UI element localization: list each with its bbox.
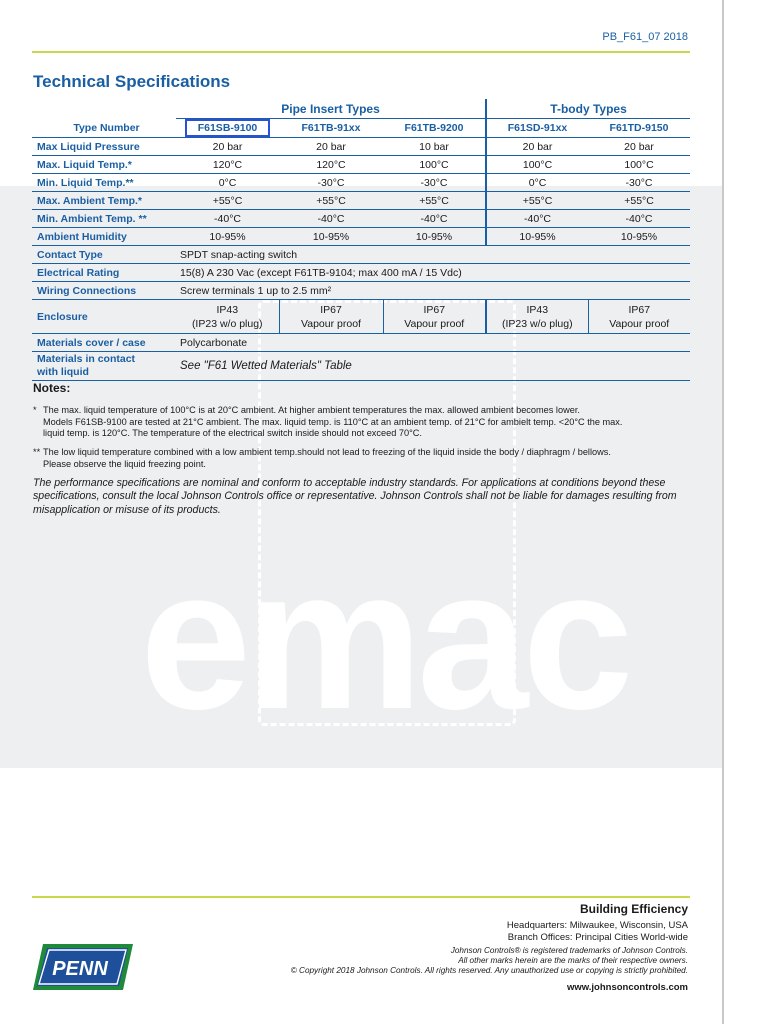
- note-line: Models F61SB-9100 are tested at 21°C ambient. The max. liquid temp. is 110°C at an ambient temp. of 21°C for ambielt temp. <20°C the max.: [43, 416, 623, 427]
- type-cell: [176, 119, 279, 138]
- enclosure-rating: IP67: [628, 303, 651, 316]
- spec-value: +55°C: [279, 192, 383, 210]
- page-edge: [722, 0, 724, 1024]
- spec-row: [32, 174, 690, 192]
- row-label: Min. Liquid Temp.**: [32, 174, 176, 192]
- row-label: Max. Liquid Temp.*: [32, 156, 176, 174]
- type-cell: F61TB-9200: [383, 119, 486, 138]
- branch-offices: Branch Offices: Principal Cities World-wide: [507, 932, 688, 943]
- spec-value: 10-95%: [176, 228, 279, 246]
- spec-value: 10-95%: [588, 228, 690, 246]
- spec-value: 120°C: [176, 156, 279, 174]
- other-marks-note: All other marks herein are the marks of their respective owners.: [458, 956, 688, 965]
- enclosure-rating: IP43: [216, 303, 239, 316]
- row-label: Max. Ambient Temp.*: [32, 192, 176, 210]
- spec-value: -30°C: [383, 174, 486, 192]
- enclosure-value: [176, 300, 279, 334]
- enclosure-row: [32, 300, 690, 334]
- row-value: See "F61 Wetted Materials" Table: [176, 352, 690, 381]
- enclosure-value: [279, 300, 383, 334]
- spec-row: [32, 156, 690, 174]
- enclosure-value: [588, 300, 690, 334]
- spec-value: -40°C: [176, 210, 279, 228]
- penn-logo: [33, 944, 133, 990]
- row-label: Electrical Rating: [32, 264, 176, 282]
- type-cell: F61TD-9150: [588, 119, 690, 138]
- value-rows: [32, 138, 690, 246]
- spec-value: 10-95%: [486, 228, 588, 246]
- logo-text: PENN: [52, 958, 108, 980]
- footer-rule: [32, 896, 690, 898]
- enclosure-note: Vapour proof: [301, 317, 361, 330]
- spec-row: [32, 210, 690, 228]
- spec-value: 20 bar: [279, 138, 383, 156]
- row-label: [32, 352, 176, 381]
- wiring-row: [32, 282, 690, 300]
- row-label-line: Materials in contact: [37, 353, 136, 365]
- note-1: [33, 405, 688, 440]
- note-line: The low liquid temperature combined with a low ambient temp.should not lead to freezing of the liquid inside the body / diaphragm / bellows.: [43, 447, 611, 457]
- note-2: [33, 447, 688, 470]
- spec-value: +55°C: [486, 192, 588, 210]
- spec-value: 100°C: [383, 156, 486, 174]
- disclaimer: The performance specifications are nominal and conform to acceptable industry standards. For applications at conditions beyond these specifications, consult the local Johnson Controls office or representative. Johnson Controls shall not be liable for damages resulting from misapplication or misuse of its products.: [33, 477, 677, 516]
- row-label: Max Liquid Pressure: [32, 138, 176, 156]
- spec-table: [32, 99, 690, 381]
- spec-value: 20 bar: [176, 138, 279, 156]
- spec-value: 0°C: [176, 174, 279, 192]
- materials-contact-row: [32, 352, 690, 381]
- row-label: Wiring Connections: [32, 282, 176, 300]
- spec-value: -40°C: [588, 210, 690, 228]
- spec-value: 120°C: [279, 156, 383, 174]
- note-marker: **: [33, 447, 41, 457]
- note-marker: *: [33, 405, 37, 415]
- group-header-row: [32, 99, 690, 119]
- website-link[interactable]: www.johnsoncontrols.com: [566, 982, 688, 993]
- row-label: Type Number: [32, 119, 176, 138]
- spec-value: -40°C: [383, 210, 486, 228]
- spec-value: -40°C: [279, 210, 383, 228]
- spec-value: +55°C: [383, 192, 486, 210]
- group-pipe-insert: Pipe Insert Types: [176, 99, 486, 119]
- row-label: Min. Ambient Temp. **: [32, 210, 176, 228]
- enclosure-note: (IP23 w/o plug): [501, 317, 573, 330]
- spec-row: [32, 192, 690, 210]
- electrical-rating-row: [32, 264, 690, 282]
- spec-value: -30°C: [588, 174, 690, 192]
- type-cell: F61SD-91xx: [486, 119, 588, 138]
- type-cell: F61TB-91xx: [279, 119, 383, 138]
- enclosure-rating: IP67: [423, 303, 446, 316]
- note-line: Please observe the liquid freezing point.: [43, 458, 206, 469]
- spec-value: 20 bar: [588, 138, 690, 156]
- note-line: liquid temp. is 120°C. The temperature of the electrical switch inside should not exceed 70°C.: [43, 428, 422, 439]
- row-value: Polycarbonate: [176, 334, 690, 352]
- enclosure-rating: IP67: [320, 303, 342, 316]
- group-blank: [32, 99, 176, 119]
- header-rule: [32, 51, 690, 53]
- contact-type-row: [32, 246, 690, 264]
- row-value: SPDT snap-acting switch: [176, 246, 690, 264]
- type-number-row: [32, 119, 690, 138]
- selected-type-highlight: F61SB-9100: [185, 119, 271, 137]
- spec-row: [32, 138, 690, 156]
- company-division: Building Efficiency: [579, 902, 688, 916]
- enclosure-value: [486, 300, 588, 334]
- note-line: The max. liquid temperature of 100°C is at 20°C ambient. At higher ambient temperatures the max. allowed ambient becomes lower.: [43, 405, 580, 415]
- row-value: Screw terminals 1 up to 2.5 mm²: [176, 282, 690, 300]
- spec-value: -40°C: [486, 210, 588, 228]
- spec-value: 10-95%: [383, 228, 486, 246]
- enclosure-value: [383, 300, 486, 334]
- enclosure-note: Vapour proof: [609, 317, 670, 330]
- spec-value: 100°C: [486, 156, 588, 174]
- spec-value: +55°C: [176, 192, 279, 210]
- spec-row: [32, 228, 690, 246]
- row-label: Materials cover / case: [32, 334, 176, 352]
- spec-value: 0°C: [486, 174, 588, 192]
- enclosure-note: Vapour proof: [404, 317, 465, 330]
- enclosure-rating: IP43: [526, 303, 549, 316]
- copyright: © Copyright 2018 Johnson Controls. All rights reserved. Any unauthorized use or copying is strictly prohibited.: [290, 966, 688, 975]
- row-label-line: with liquid: [37, 366, 89, 378]
- spec-value: 10 bar: [383, 138, 486, 156]
- materials-cover-row: [32, 334, 690, 352]
- row-value: 15(8) A 230 Vac (except F61TB-9104; max 400 mA / 15 Vdc): [176, 264, 690, 282]
- headquarters: Headquarters: Milwaukee, Wisconsin, USA: [506, 920, 688, 931]
- spec-value: -30°C: [279, 174, 383, 192]
- enclosure-note: (IP23 w/o plug): [191, 317, 263, 330]
- row-label: Enclosure: [32, 300, 176, 334]
- spec-value: 10-95%: [279, 228, 383, 246]
- spec-value: 20 bar: [486, 138, 588, 156]
- row-label: Ambient Humidity: [32, 228, 176, 246]
- page-title: Technical Specifications: [33, 72, 231, 91]
- watermark-logo: emac: [140, 528, 628, 751]
- spec-value: +55°C: [588, 192, 690, 210]
- trademark-note: Johnson Controls® is registered trademarks of Johnson Controls.: [450, 946, 688, 955]
- notes-title: Notes:: [33, 381, 71, 395]
- document-code: PB_F61_07 2018: [602, 31, 688, 43]
- spec-value: 100°C: [588, 156, 690, 174]
- group-t-body: T-body Types: [486, 99, 690, 119]
- row-label: Contact Type: [32, 246, 176, 264]
